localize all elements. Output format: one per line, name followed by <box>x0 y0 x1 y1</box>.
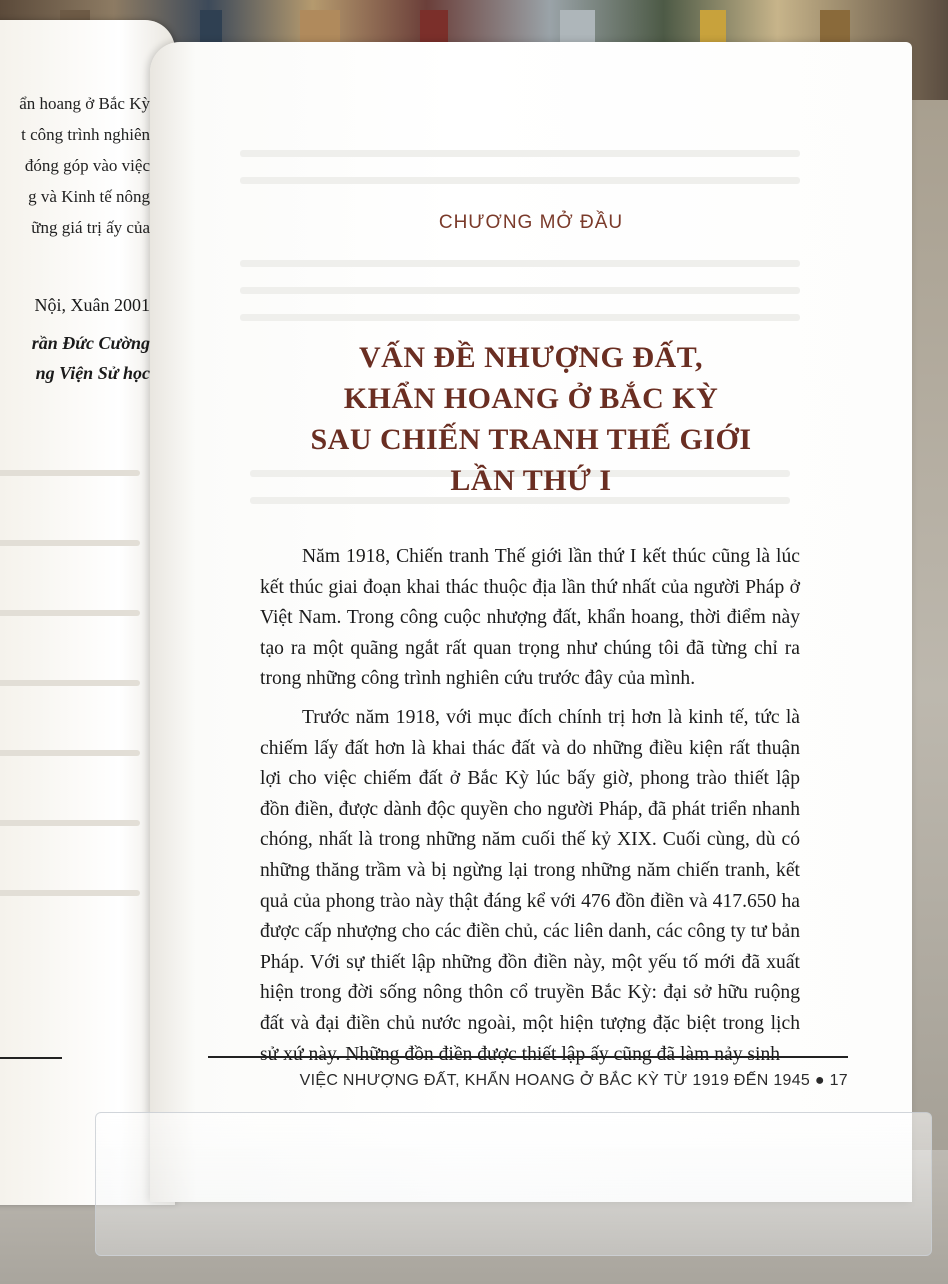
chapter-title-line: KHẨN HOANG Ở BẮC KỲ <box>343 382 719 415</box>
left-page-line: g và Kinh tế nông <box>28 187 150 206</box>
show-through-text <box>240 150 800 157</box>
show-through-text <box>0 750 140 756</box>
chapter-heading: CHƯƠNG MỞ ĐẦU <box>438 212 624 233</box>
signature-name: rần Đức Cường <box>31 333 150 353</box>
left-page-line: ẩn hoang ở Bắc Kỳ <box>19 94 150 113</box>
show-through-text <box>0 890 140 896</box>
show-through-text <box>240 314 800 321</box>
show-through-text <box>0 540 140 546</box>
right-page <box>150 42 912 1202</box>
footer-rule <box>0 1057 62 1059</box>
show-through-text <box>240 260 800 267</box>
chapter-title-line: SAU CHIẾN TRANH THẾ GIỚI <box>310 423 752 456</box>
show-through-text <box>240 177 800 184</box>
paragraph: Trước năm 1918, với mục đích chính trị hơn là kinh tế, tức là chiếm lấy đất hơn là khai thác đất và do những điều kiện rất thuận lợi cho việc chiếm đất ở Bắc Kỳ lúc bấy giờ, phong trào thiết lập đồn điền, được dành độc quyền cho người Pháp, đã phát triển nhanh chóng, nhất là trong những năm cuối thế kỷ XIX. Cuối cùng, dù có những thăng trầm và bị ngừng lại trong những năm chiến tranh, kết quả của phong trào này thật đáng kể với 476 đồn điền và 417.650 ha được cấp nhượng cho các điền chủ, các liên danh, các công ty tư bản Pháp. Với sự thiết lập những đồn điền này, một yếu tố mới đã xuất hiện trong đời sống nông thôn cổ truyền Bắc Kỳ: đại sở hữu ruộng đất và đại điền chủ nước ngoài, một hiện tượng đặc biệt trong lịch sử xứ này. Những đồn điền được thiết lập ấy cũng đã làm nảy sinh <box>260 706 800 1065</box>
show-through-text <box>240 287 800 294</box>
left-page-line: t công trình nghiên <box>21 125 150 144</box>
signature-title: ng Viện Sử học <box>35 363 150 383</box>
show-through-text <box>0 610 140 616</box>
running-footer: VIỆC NHƯỢNG ĐẤT, KHẨN HOANG Ở BẮC KỲ TỪ 1919 ĐẾN 1945 ● 17 <box>299 1072 848 1089</box>
acrylic-book-stand <box>95 1112 932 1256</box>
left-page-line: ững giá trị ấy của <box>31 218 150 237</box>
left-page <box>0 20 175 1205</box>
show-through-text <box>0 470 140 476</box>
place-date: Nội, Xuân 2001 <box>34 295 150 315</box>
chapter-title-line: LẦN THỨ I <box>450 464 612 497</box>
show-through-text <box>0 680 140 686</box>
left-page-line: đóng góp vào việc <box>24 156 150 175</box>
chapter-title-line: VẤN ĐỀ NHƯỢNG ĐẤT, <box>359 341 703 374</box>
paragraph: Năm 1918, Chiến tranh Thế giới lần thứ I kết thúc cũng là lúc kết thúc giai đoạn khai thác thuộc địa lần thứ nhất của người Pháp ở Việt Nam. Trong công cuộc nhượng đất, khẩn hoang, thời điểm này tạo ra một quãng ngắt rất quan trọng như chúng tôi đã từng chỉ ra trong những công trình nghiên cứu trước đây của mình. <box>260 546 800 690</box>
chapter-title <box>150 337 912 501</box>
show-through-text <box>0 820 140 826</box>
body-text <box>260 542 800 1078</box>
footer-rule <box>208 1056 848 1058</box>
